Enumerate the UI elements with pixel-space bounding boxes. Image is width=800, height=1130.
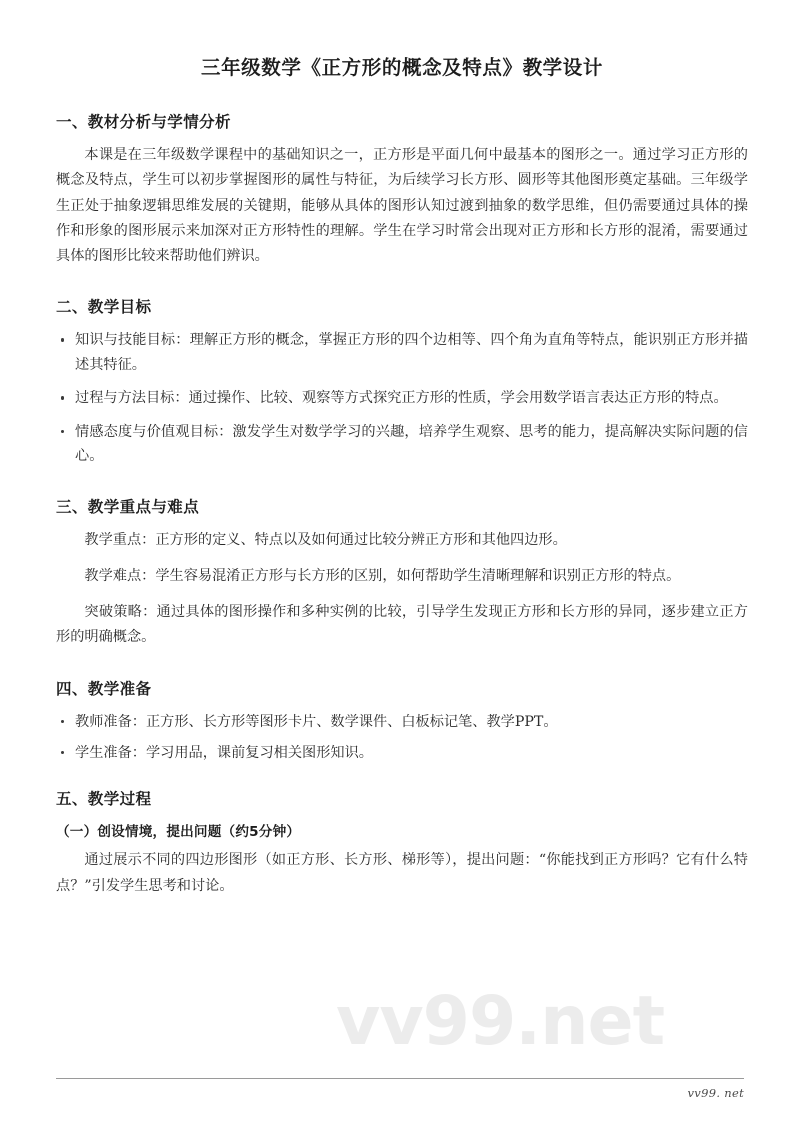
section-key-points-and-difficulties (56, 495, 748, 651)
document-content (56, 52, 748, 925)
page-footer (56, 1078, 744, 1100)
section-teaching-objectives (56, 295, 748, 468)
paragraph: 教学难点：学生容易混淆正方形与长方形的区别，如何帮助学生清晰理解和识别正方形的特点。 (84, 567, 681, 584)
preparation-list (56, 710, 748, 766)
objectives-list (56, 328, 748, 468)
list-item: 知识与技能目标：理解正方形的概念，掌握正方形的四个边相等、四个角为直角等特点，能识别正方形并描述其特征。 (56, 328, 748, 377)
section-teaching-process (56, 787, 748, 899)
section-teaching-material-analysis (56, 110, 748, 269)
footer-label: vv99. net (687, 1086, 744, 1100)
list-item: 情感态度与价值观目标：激发学生对数学学习的兴趣，培养学生观察、思考的能力，提高解决实际问题的信心。 (56, 420, 748, 469)
footer-divider (56, 1078, 744, 1079)
section-heading: 一、教材分析与学情分析 (56, 113, 231, 131)
section-heading: 二、教学目标 (56, 298, 152, 317)
paragraph: 突破策略：通过具体的图形操作和多种实例的比较，引导学生发现正方形和长方形的异同，逐步建立正方形的明确概念。 (56, 604, 748, 646)
subsection-heading: （一）创设情境，提出问题（约5分钟） (56, 824, 301, 841)
list-item: 学生准备：学习用品，课前复习相关图形知识。 (56, 741, 748, 765)
section-teaching-preparation (56, 677, 748, 766)
page-title: 三年级数学《正方形的概念及特点》教学设计 (200, 56, 603, 79)
list-item: 教师准备：正方形、长方形等图形卡片、数学课件、白板标记笔、教学PPT。 (56, 710, 748, 734)
section-heading: 五、教学过程 (56, 790, 152, 809)
paragraph: 本课是在三年级数学课程中的基础知识之一，正方形是平面几何中最基本的图形之一。通过学习正方形的概念及特点，学生可以初步掌握图形的属性与特征，为后续学习长方形、圆形等其他图形奠定基础。三年级学生正处于抽象逻辑思维发展的关键期，能够从具体的图形认知过渡到抽象的数学思维，但仍需要通过具体的操作和形象的图形展示来加深对正方形特性的理解。学生在学习时常会出现对正方形和长方形的混淆，需要通过具体的图形比较来帮助他们辨识。 (56, 147, 748, 265)
list-item: 过程与方法目标：通过操作、比较、观察等方式探究正方形的性质，学会用数学语言表达正方形的特点。 (56, 386, 748, 410)
watermark: vv99.net (336, 982, 665, 1061)
paragraph: 通过展示不同的四边形图形（如正方形、长方形、梯形等），提出问题：“你能找到正方形吗？它有什么特点？”引发学生思考和讨论。 (56, 852, 748, 894)
paragraph: 教学重点：正方形的定义、特点以及如何通过比较分辨正方形和其他四边形。 (84, 531, 567, 548)
section-heading: 三、教学重点与难点 (56, 497, 200, 516)
section-heading: 四、教学准备 (56, 679, 152, 698)
